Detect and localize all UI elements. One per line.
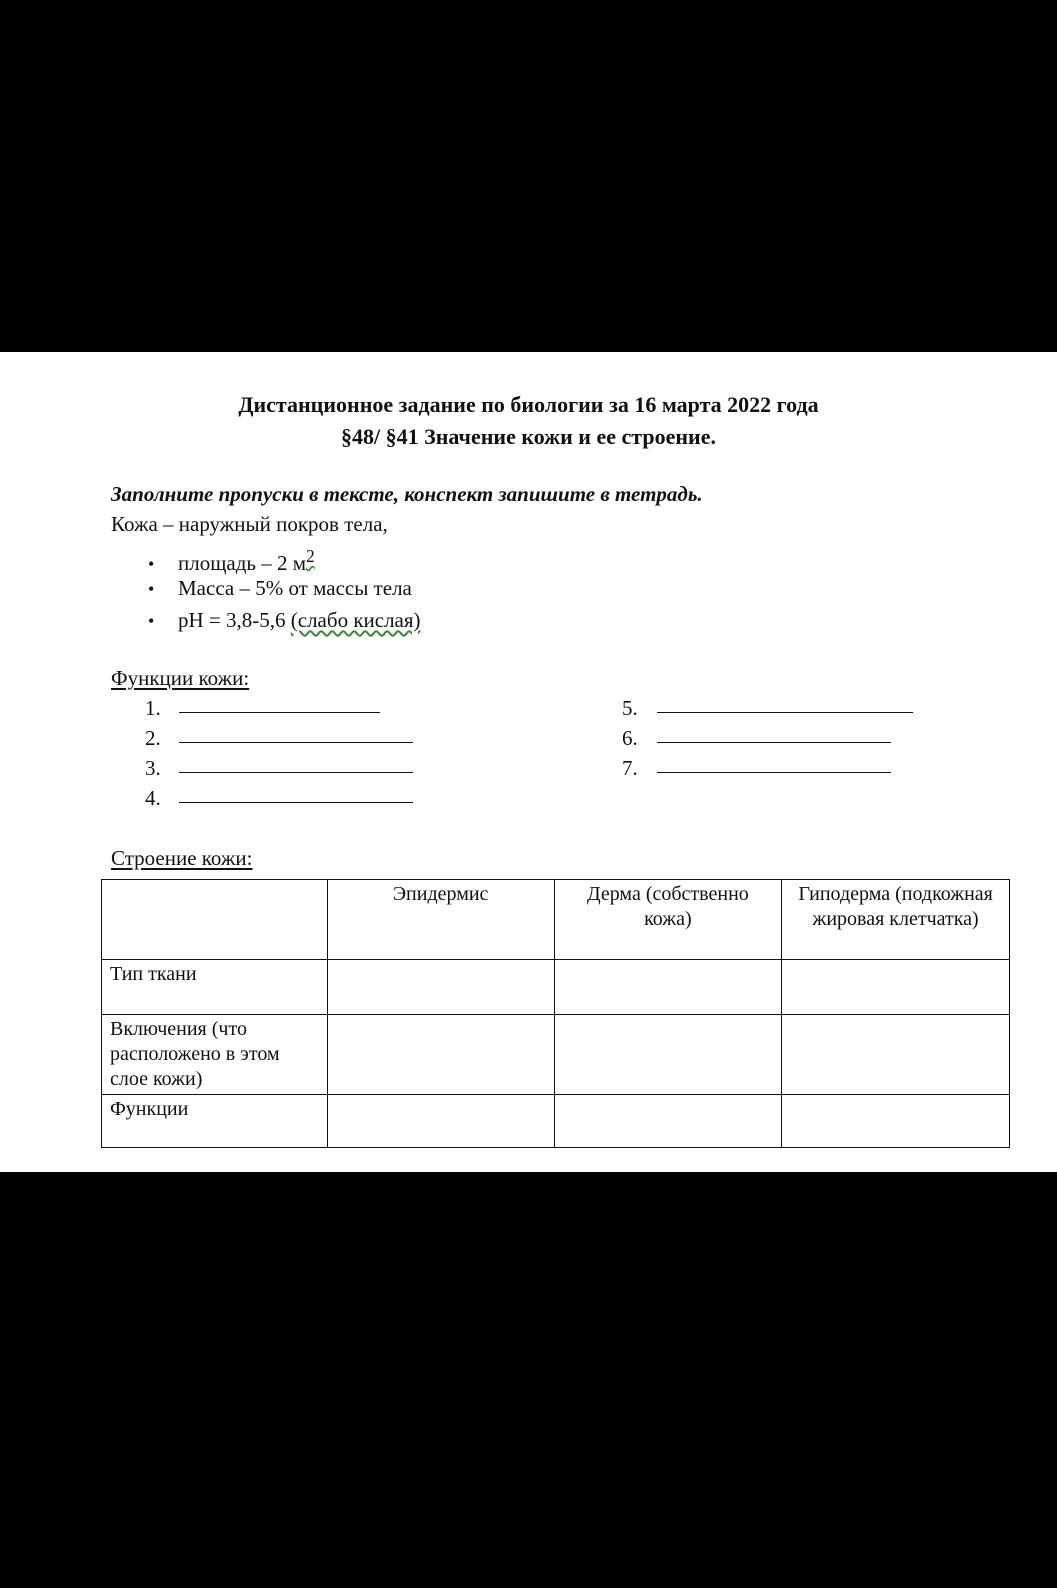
row-label-tissue-type: Тип ткани <box>102 960 328 1015</box>
function-blank-3 <box>179 772 413 773</box>
table-header-row <box>102 880 1010 960</box>
row-label-functions: Функции <box>102 1095 328 1148</box>
function-number-7: 7. <box>622 756 638 780</box>
header-cell-epidermis: Эпидермис <box>327 880 554 960</box>
bullet-ph-text: pH = 3,8-5,6 <box>178 608 291 632</box>
function-blank-7 <box>657 772 891 773</box>
bullet-ph-note: (слабо кислая) <box>290 608 421 632</box>
bullet-area-text: площадь – 2 м <box>178 551 307 575</box>
bullet-icon: • <box>148 554 155 574</box>
function-blank-2 <box>179 742 413 743</box>
row-label-inclusions: Включения (что расположено в этом слое кожи) <box>102 1015 328 1095</box>
document-page <box>0 352 1057 1172</box>
assignment-instruction: Заполните пропуски в тексте, конспект запишите в тетрадь. <box>111 482 703 506</box>
bullet-item-mass <box>148 574 412 603</box>
function-number-2: 2. <box>145 726 161 750</box>
structure-heading: Строение кожи: <box>111 846 253 870</box>
header-cell-dermis: Дерма (собственно кожа) <box>554 880 782 960</box>
table-cell <box>554 1095 782 1148</box>
intro-text: Кожа – наружный покров тела, <box>111 512 388 536</box>
skin-structure-table <box>101 879 1010 1148</box>
table-cell <box>554 1015 782 1095</box>
document-title-line2: §48/ §41 Значение кожи и ее строение. <box>341 424 716 449</box>
table-row <box>102 1095 1010 1148</box>
function-number-4: 4. <box>145 786 161 810</box>
table-cell <box>782 1095 1010 1148</box>
bullet-icon: • <box>148 611 155 631</box>
bullet-text <box>178 606 421 634</box>
table-cell <box>782 960 1010 1015</box>
function-number-5: 5. <box>622 696 638 720</box>
bullet-text <box>178 542 315 577</box>
table-cell <box>327 960 554 1015</box>
bullet-item-area <box>148 542 315 578</box>
table-cell <box>327 1095 554 1148</box>
table-row <box>102 960 1010 1015</box>
bullet-area-sup: 2 <box>306 546 315 566</box>
table-row <box>102 1015 1010 1095</box>
bullet-item-ph <box>148 606 421 635</box>
bullet-mass-text: Масса – 5% от массы тела <box>178 576 412 600</box>
function-blank-5 <box>657 712 913 713</box>
function-number-1: 1. <box>145 696 161 720</box>
document-title-line1: Дистанционное задание по биологии за 16 марта 2022 года <box>238 392 819 417</box>
header-cell-hypodermis: Гиподерма (подкожная жировая клетчатка) <box>782 880 1010 960</box>
function-number-6: 6. <box>622 726 638 750</box>
function-number-3: 3. <box>145 756 161 780</box>
header-cell-empty <box>102 880 328 960</box>
bullet-icon: • <box>148 579 155 599</box>
function-blank-6 <box>657 742 891 743</box>
table-cell <box>782 1015 1010 1095</box>
table-cell <box>554 960 782 1015</box>
function-blank-1 <box>179 712 380 713</box>
function-blank-4 <box>179 802 413 803</box>
functions-heading: Функции кожи: <box>111 666 250 690</box>
table-cell <box>327 1015 554 1095</box>
